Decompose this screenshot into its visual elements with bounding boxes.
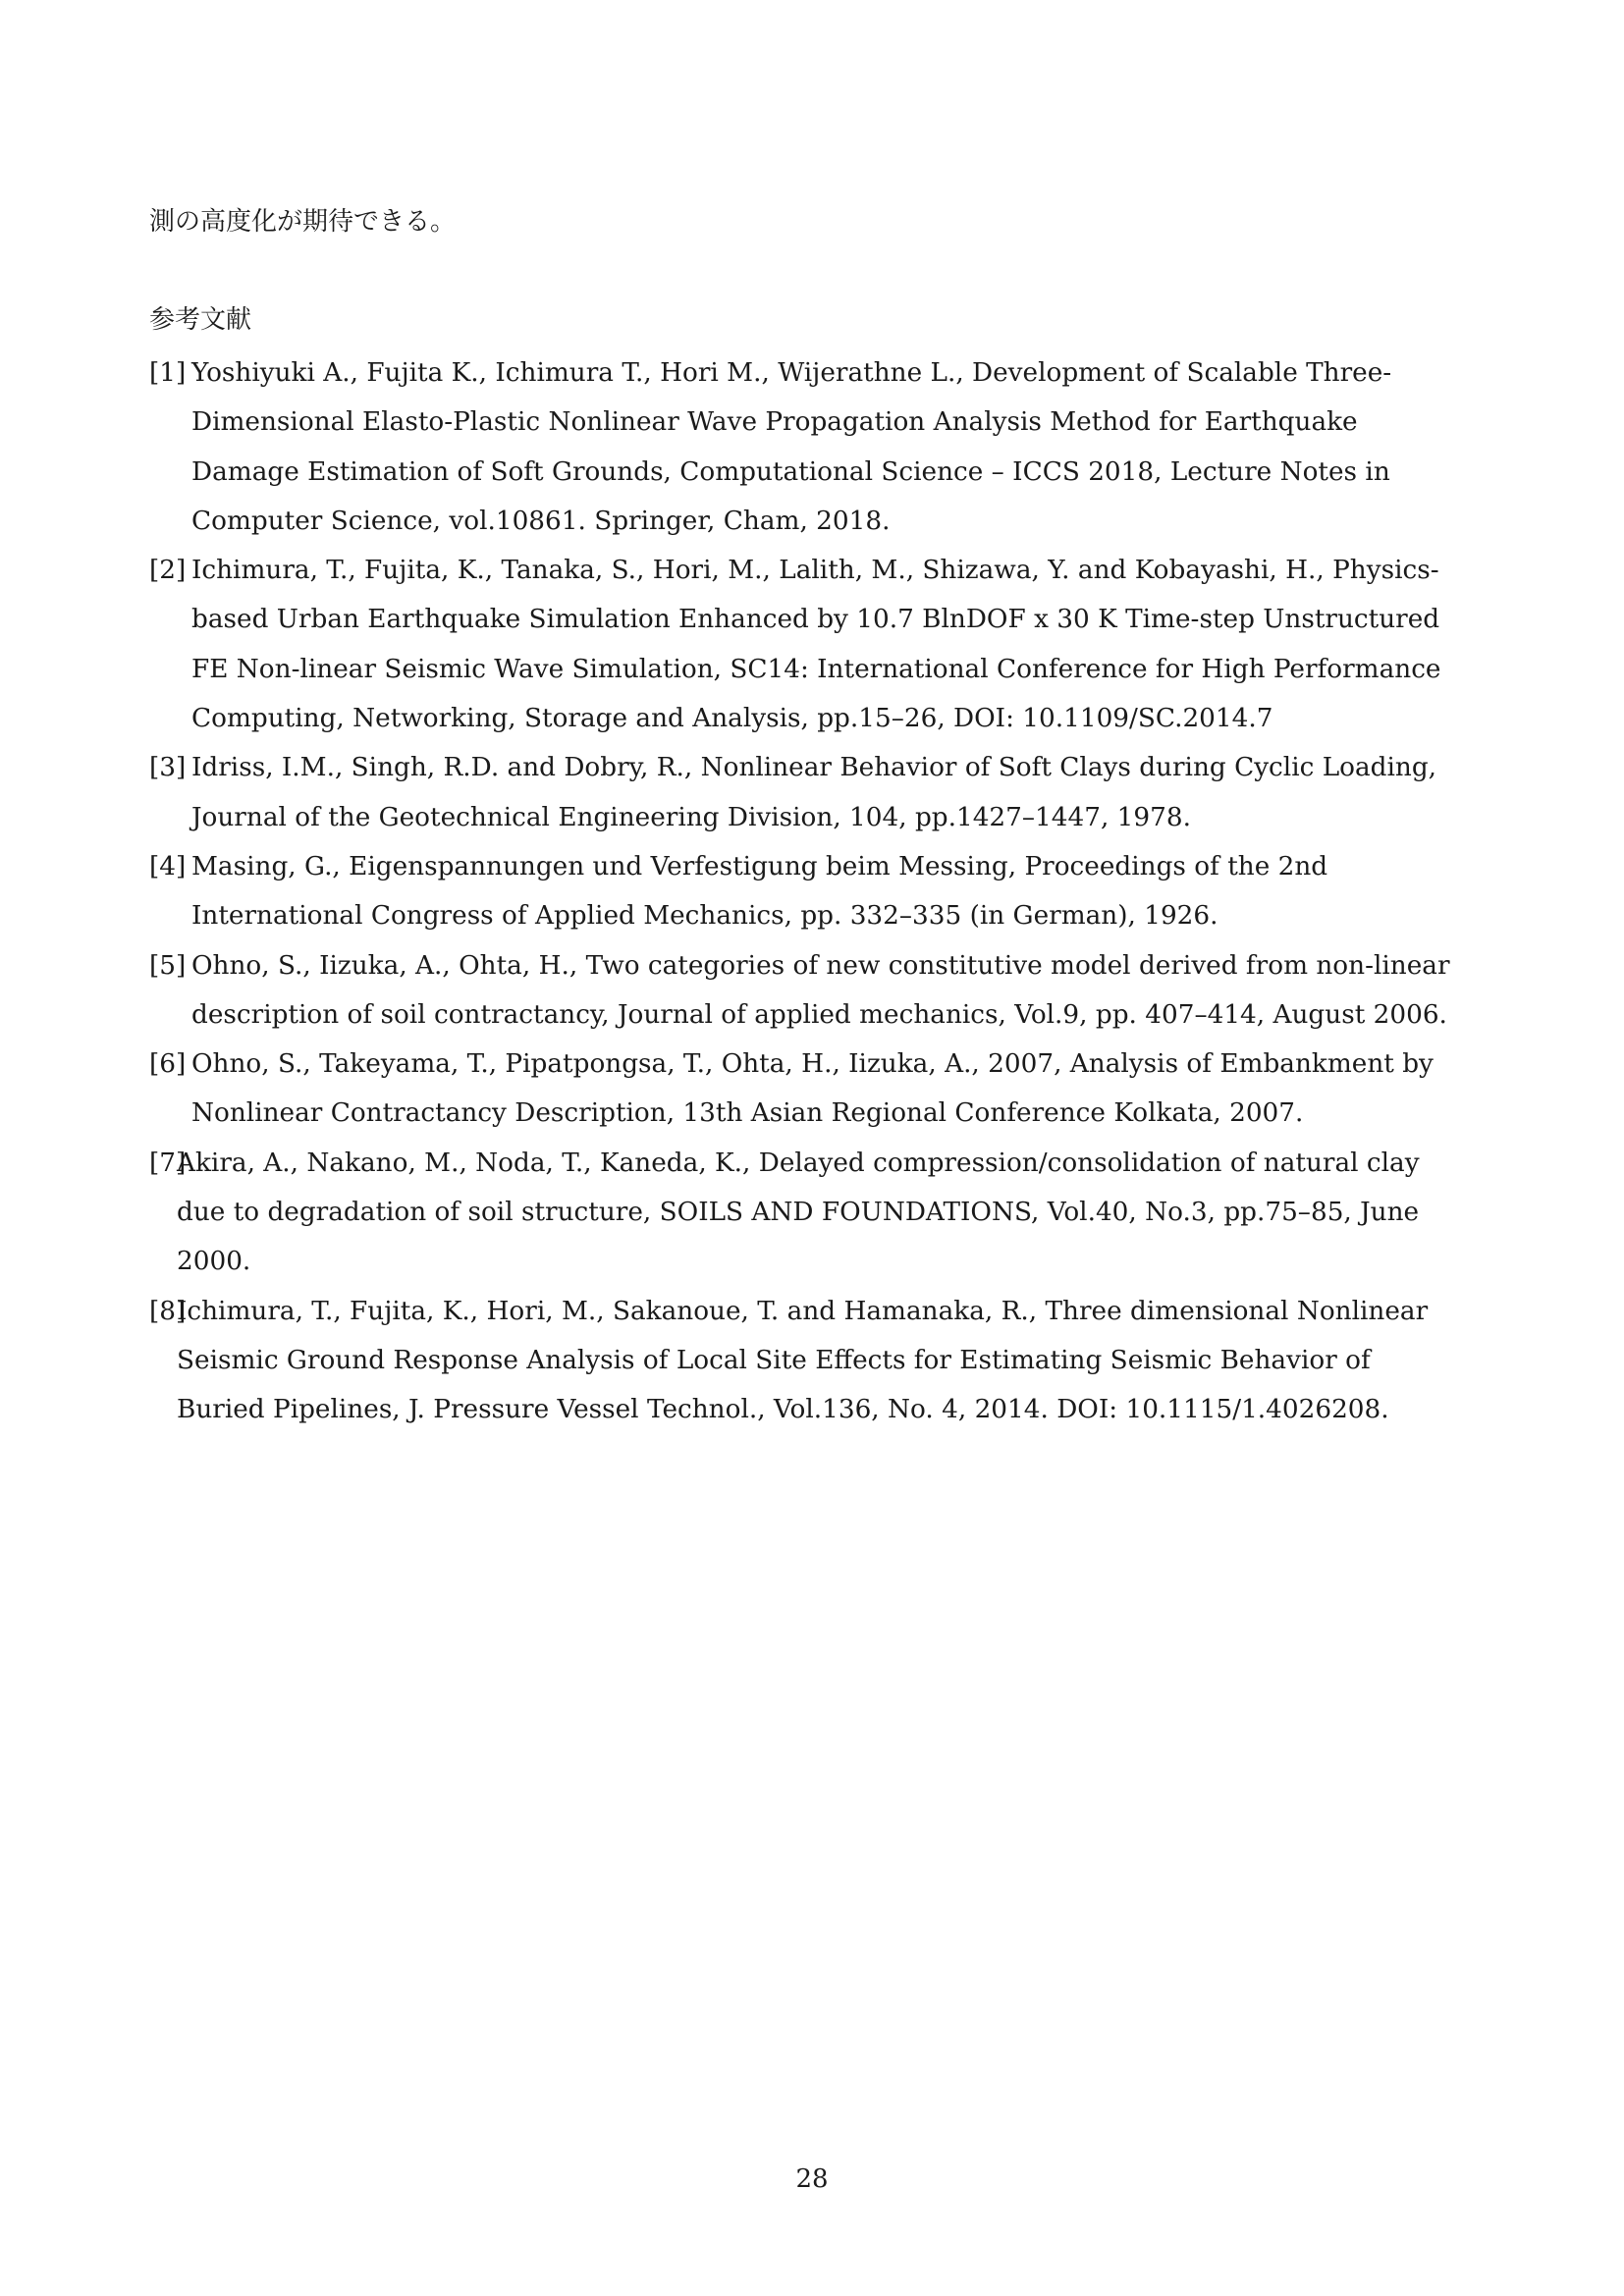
reference-text-line: Computing, Networking, Storage and Analysis, pp.15–26, DOI: 10.1109/SC.2014.7 bbox=[191, 704, 1273, 734]
page-number: 28 bbox=[795, 2164, 829, 2194]
reference-text-line: Buried Pipelines, J. Pressure Vessel Technol., Vol.136, No. 4, 2014. DOI: 10.1115/1.4026208. bbox=[177, 1395, 1389, 1425]
reference-text-line: Nonlinear Contractancy Description, 13th Asian Regional Conference Kolkata, 2007. bbox=[191, 1098, 1304, 1129]
reference-text-line: Ichimura, T., Fujita, K., Hori, M., Sakanoue, T. and Hamanaka, R., Three dimensional Nonlinear bbox=[177, 1296, 1429, 1326]
reference-item bbox=[149, 743, 1504, 842]
reference-list bbox=[149, 348, 1504, 1435]
reference-text-line: Masing, G., Eigenspannungen und Verfestigung beim Messing, Proceedings of the 2nd bbox=[191, 851, 1328, 881]
reference-text bbox=[191, 348, 1504, 546]
reference-text-line: Dimensional Elasto-Plastic Nonlinear Wave Propagation Analysis Method for Earthquake bbox=[191, 407, 1358, 438]
reference-item bbox=[149, 546, 1504, 743]
reference-item bbox=[149, 1040, 1504, 1139]
reference-label: [5] bbox=[149, 950, 187, 981]
reference-label: [6] bbox=[149, 1049, 187, 1080]
reference-text-line: based Urban Earthquake Simulation Enhanced by 10.7 BlnDOF x 30 K Time-step Unstructured bbox=[191, 605, 1440, 635]
reference-text bbox=[191, 743, 1504, 842]
reference-item bbox=[149, 941, 1504, 1041]
reference-text-line: Ohno, S., Iizuka, A., Ohta, H., Two categories of new constitutive model derived from non-linear bbox=[191, 950, 1450, 981]
reference-text bbox=[177, 1139, 1504, 1287]
reference-label: [3] bbox=[149, 753, 187, 783]
reference-item bbox=[149, 842, 1504, 941]
reference-label: [1] bbox=[149, 358, 187, 388]
body-text-line: 測の高度化が期待できる。 bbox=[149, 207, 457, 237]
reference-label: [7] bbox=[149, 1148, 187, 1178]
reference-text-line: Idriss, I.M., Singh, R.D. and Dobry, R., Nonlinear Behavior of Soft Clays during Cyclic Loading, bbox=[191, 753, 1437, 783]
reference-text-line: Computer Science, vol.10861. Springer, Cham, 2018. bbox=[191, 506, 891, 536]
reference-text-line: Akira, A., Nakano, M., Noda, T., Kaneda, K., Delayed compression/consolidation of natural clay bbox=[177, 1148, 1420, 1178]
reference-text bbox=[177, 1287, 1504, 1435]
reference-text-line: description of soil contractancy, Journal of applied mechanics, Vol.9, pp. 407–414, August 2006. bbox=[191, 999, 1447, 1030]
references-heading: 参考文献 bbox=[149, 305, 252, 335]
reference-item bbox=[149, 1287, 1504, 1435]
reference-label: [2] bbox=[149, 556, 187, 586]
reference-label: [4] bbox=[149, 851, 187, 881]
reference-text bbox=[191, 842, 1504, 941]
reference-text bbox=[191, 1040, 1504, 1139]
reference-item bbox=[149, 1139, 1504, 1287]
reference-text-line: FE Non-linear Seismic Wave Simulation, SC14: International Conference for High Performance bbox=[191, 654, 1441, 684]
reference-text-line: Ichimura, T., Fujita, K., Tanaka, S., Hori, M., Lalith, M., Shizawa, Y. and Kobayashi, H., Physics- bbox=[191, 556, 1439, 586]
reference-text-line: Seismic Ground Response Analysis of Local Site Effects for Estimating Seismic Behavior of bbox=[177, 1345, 1371, 1375]
reference-text-line: Journal of the Geotechnical Engineering Division, 104, pp.1427–1447, 1978. bbox=[191, 802, 1191, 832]
reference-text-line: Yoshiyuki A., Fujita K., Ichimura T., Hori M., Wijerathne L., Development of Scalable Three- bbox=[191, 358, 1392, 388]
reference-text bbox=[191, 546, 1504, 743]
reference-text-line: due to degradation of soil structure, SOILS AND FOUNDATIONS, Vol.40, No.3, pp.75–85, June bbox=[177, 1198, 1420, 1228]
reference-text-line: Damage Estimation of Soft Grounds, Computational Science – ICCS 2018, Lecture Notes in bbox=[191, 456, 1390, 487]
reference-item bbox=[149, 348, 1504, 546]
reference-text-line: Ohno, S., Takeyama, T., Pipatpongsa, T., Ohta, H., Iizuka, A., 2007, Analysis of Embankment by bbox=[191, 1049, 1434, 1080]
reference-text-line: 2000. bbox=[177, 1247, 251, 1277]
reference-text bbox=[191, 941, 1504, 1041]
reference-label: [8] bbox=[149, 1296, 187, 1326]
reference-text-line: International Congress of Applied Mechanics, pp. 332–335 (in German), 1926. bbox=[191, 901, 1218, 932]
